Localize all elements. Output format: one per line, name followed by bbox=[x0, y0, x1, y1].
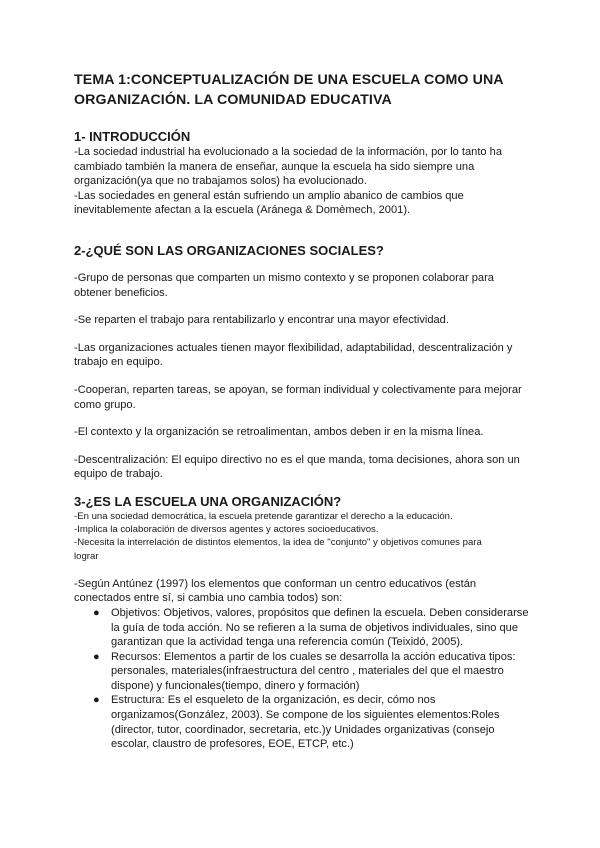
text-line: inevitablemente afectan a la escuela (Aránega & Domèmech, 2001). bbox=[74, 204, 411, 217]
text-line: -En una sociedad democrática, la escuela pretende garantizar el derecho a la educación. bbox=[74, 510, 453, 522]
text-line: cambiado también la manera de enseñar, aunque la escuela ha sido siempre una bbox=[74, 160, 475, 173]
text-line: -Cooperan, reparten tareas, se apoyan, se forman individual y colectivamente para mejorar bbox=[74, 383, 522, 396]
text-line: como grupo. bbox=[74, 398, 136, 411]
text-line: la guía de toda acción. No se refieren a la suma de objetivos individuales, sino que bbox=[111, 621, 519, 634]
text-line: -Las organizaciones actuales tienen mayor flexibilidad, adaptabilidad, descentralización y bbox=[74, 341, 513, 354]
elements-list bbox=[74, 606, 550, 752]
page-title: TEMA 1:CONCEPTUALIZACIÓN DE UNA ESCUELA COMO UNA ORGANIZACIÓN. LA COMUNIDAD EDUCATIVA bbox=[74, 72, 504, 108]
text-line: -Se reparten el trabajo para rentabilizarlo y encontrar una mayor efectividad. bbox=[74, 314, 449, 327]
text-line: -Descentralización: El equipo directivo no es el que manda, toma decisiones, ahora son un bbox=[74, 453, 520, 466]
text-line: Estructura: Es el esqueleto de la organización, es decir, cómo nos bbox=[111, 694, 436, 707]
text-line: equipo de trabajo. bbox=[74, 468, 163, 481]
section-heading-introduccion: 1- INTRODUCCIÓN bbox=[74, 129, 191, 144]
section-escuela-organizacion bbox=[74, 494, 550, 752]
text-line: organizamos(González, 2003). Se compone de los siguientes elementos:Roles bbox=[111, 709, 500, 722]
text-line: lograr bbox=[74, 550, 99, 562]
paragraph bbox=[74, 383, 550, 412]
text-line: organización(ya que no trabajamos solos) ha evolucionado. bbox=[74, 175, 367, 188]
section-heading-escuela: 3-¿ES LA ESCUELA UNA ORGANIZACIÓN? bbox=[74, 493, 342, 509]
paragraph bbox=[74, 425, 550, 440]
list-item-objetivos bbox=[93, 606, 550, 650]
text-line: -La sociedad industrial ha evolucionado a la sociedad de la información, por lo tanto ha bbox=[74, 146, 503, 158]
text-line: -Según Antúnez (1997) los elementos que conforman un centro educativos (están bbox=[74, 577, 477, 590]
list-item-recursos bbox=[93, 650, 550, 694]
text-line: obtener beneficios. bbox=[74, 286, 168, 299]
bullet-icon: ● bbox=[93, 606, 100, 619]
paragraph bbox=[74, 313, 550, 328]
paragraph bbox=[74, 271, 550, 300]
bullet-icon: ● bbox=[93, 694, 100, 707]
text-line: dispone) y funcionales(tiempo, dinero y formación) bbox=[111, 679, 360, 692]
text-line: -Necesita la interrelación de distintos elementos, la idea de "conjunto" y objetivos comunes para bbox=[74, 537, 482, 549]
text-line: conectados entre sí, si cambia uno cambia todos) son: bbox=[74, 592, 343, 605]
section-organizaciones-sociales bbox=[74, 243, 550, 482]
text-line: (director, tutor, coordinador, secretaria, etc.)y Unidades organizativas (consejo bbox=[111, 723, 495, 736]
text-line: personales, materiales(infraestructura del centro , materiales del que el maestro bbox=[111, 665, 504, 678]
section-heading-organizaciones: 2-¿QUÉ SON LAS ORGANIZACIONES SOCIALES? bbox=[74, 242, 384, 258]
section-introduccion bbox=[74, 129, 550, 218]
text-line: -Implica la colaboración de diversos agentes y actores socioeducativos. bbox=[74, 524, 379, 536]
text-line: Objetivos: Objetivos, valores, propósitos que definen la escuela. Deben considerarse bbox=[111, 606, 529, 619]
paragraph bbox=[74, 453, 550, 482]
text-line: Recursos: Elementos a partir de los cuales se desarrolla la acción educativa tipos: bbox=[111, 650, 516, 663]
paragraph bbox=[74, 341, 550, 370]
text-line: escolar, claustro de profesores, EOE, ETCP, etc.) bbox=[111, 738, 354, 751]
text-line: -El contexto y la organización se retroalimentan, ambos deben ir en la misma línea. bbox=[74, 426, 484, 439]
text-line: -Las sociedades en general están sufriendo un amplio abanico de cambios que bbox=[74, 189, 464, 202]
list-item-estructura bbox=[93, 693, 550, 751]
text-line: garantizan que la actividad tenga una referencia común (Teixidó, 2005). bbox=[111, 636, 464, 649]
text-line: -Grupo de personas que comparten un mismo contexto y se proponen colaborar para bbox=[74, 271, 494, 284]
text-line: trabajo en equipo. bbox=[74, 356, 163, 369]
bullet-icon: ● bbox=[93, 650, 100, 663]
